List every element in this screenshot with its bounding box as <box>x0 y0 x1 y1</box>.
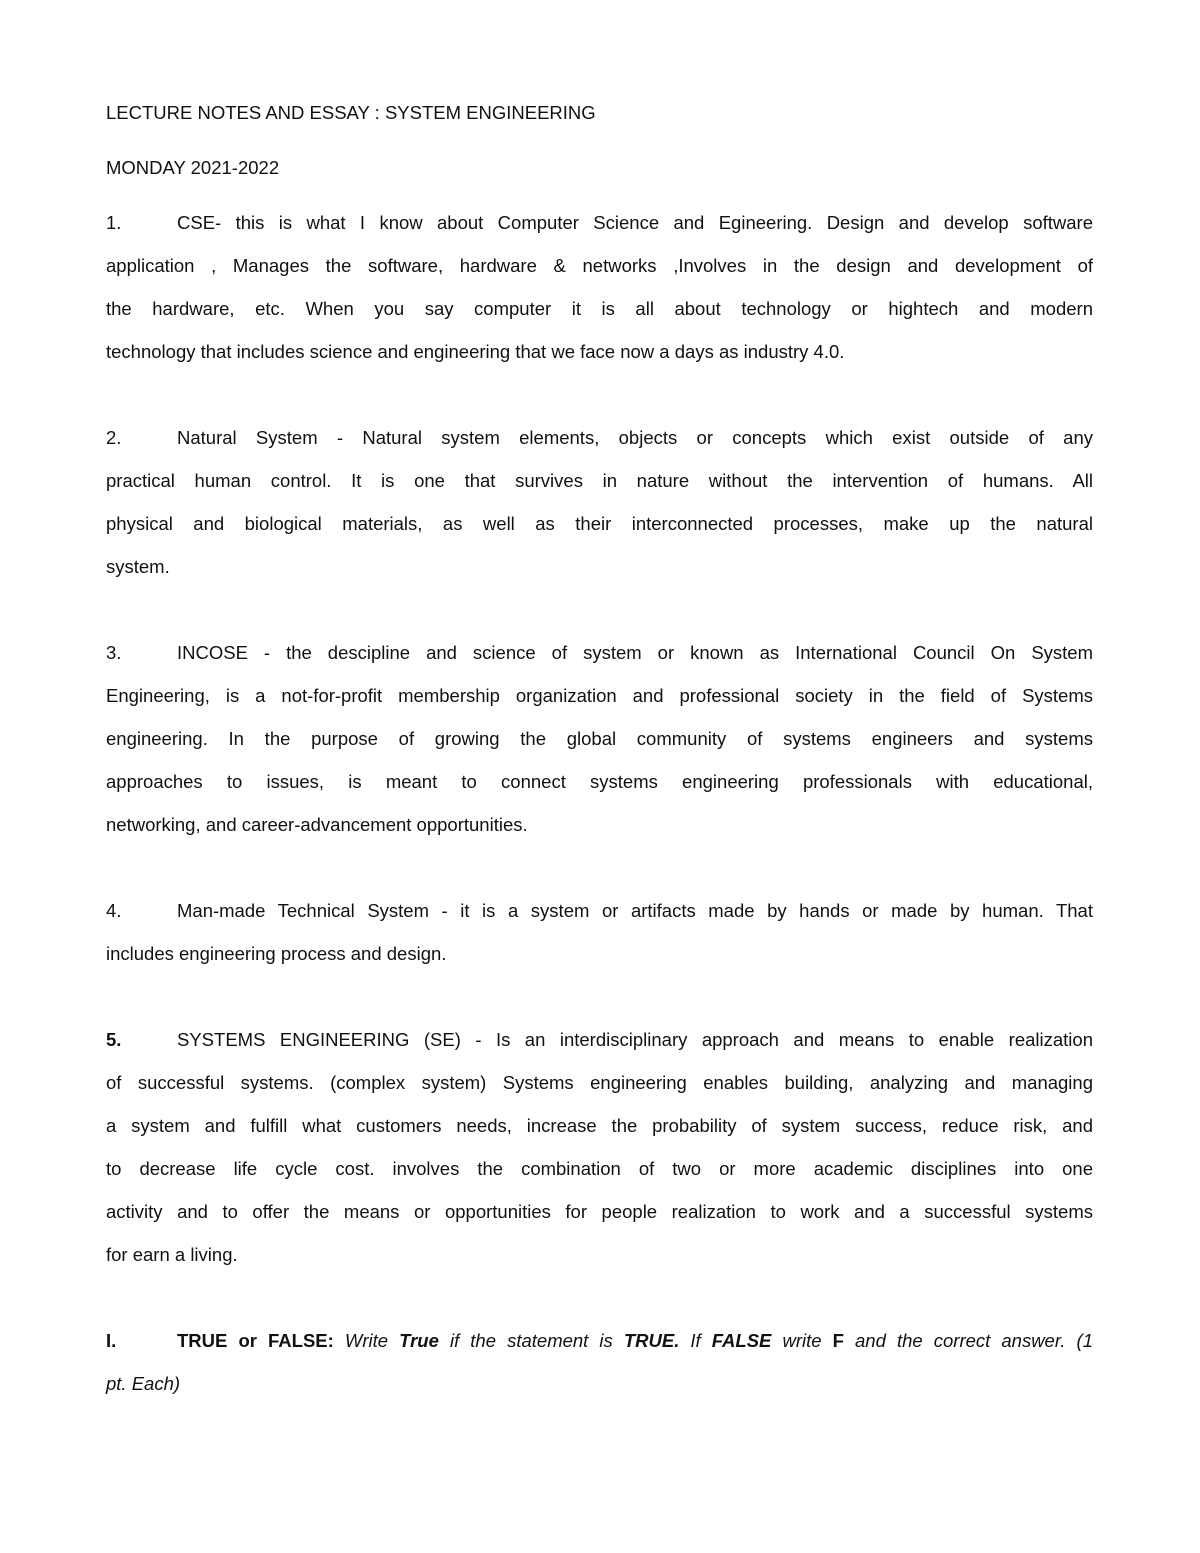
line-text: SYSTEMS ENGINEERING (SE) - Is an interdisciplinary approach and means to enable realization <box>177 1029 1093 1050</box>
note-line <box>106 896 1093 939</box>
section-label: TRUE or FALSE: <box>177 1330 334 1351</box>
instr-text: TRUE. <box>623 1330 680 1351</box>
note-line <box>106 767 1093 810</box>
line-text: physical and biological materials, as well as their interconnected processes, make up the natural <box>106 513 1093 534</box>
section-instruction-cont <box>106 1369 1093 1412</box>
line-text: for earn a living. <box>106 1244 238 1265</box>
note-item <box>106 208 1093 380</box>
item-number: 5. <box>106 1029 122 1050</box>
note-line <box>106 294 1093 337</box>
note-line <box>106 423 1093 466</box>
note-line <box>106 1154 1093 1197</box>
note-line <box>106 1068 1093 1111</box>
line-text: INCOSE - the descipline and science of system or known as International Council On System <box>177 642 1093 663</box>
note-line <box>106 1025 1093 1068</box>
line-text: includes engineering process and design. <box>106 943 447 964</box>
line-text: the hardware, etc. When you say computer it is all about technology or hightech and modern <box>106 298 1093 319</box>
note-item <box>106 638 1093 853</box>
line-text: practical human control. It is one that survives in nature without the intervention of humans. All <box>106 470 1093 491</box>
instr-text: pt. Each) <box>106 1373 181 1394</box>
document-title: LECTURE NOTES AND ESSAY : SYSTEM ENGINEERING <box>106 102 596 123</box>
instr-text: True <box>399 1330 439 1351</box>
note-line <box>106 1197 1093 1240</box>
line-text: Natural System - Natural system elements, objects or concepts which exist outside of any <box>177 427 1093 448</box>
note-line <box>106 638 1093 681</box>
item-number: 2. <box>106 427 122 448</box>
note-line <box>106 552 1093 595</box>
line-text: activity and to offer the means or opportunities for people realization to work and a successful systems <box>106 1201 1093 1222</box>
note-line <box>106 466 1093 509</box>
line-text: Engineering, is a not-for-profit membership organization and professional society in the field of Systems <box>106 685 1093 706</box>
section-number: I. <box>106 1330 117 1351</box>
note-line <box>106 251 1093 294</box>
note-line <box>106 509 1093 552</box>
line-text: of successful systems. (complex system) Systems engineering enables building, analyzing and managing <box>106 1072 1093 1093</box>
line-text: engineering. In the purpose of growing the global community of systems engineers and systems <box>106 728 1093 749</box>
section-instruction <box>106 1326 1093 1369</box>
instr-text: write <box>771 1330 833 1351</box>
notes-list <box>106 208 1093 1283</box>
note-line <box>106 810 1093 853</box>
instr-text: FALSE <box>711 1330 772 1351</box>
document-page <box>106 98 1093 1412</box>
instr-text: If <box>679 1330 712 1351</box>
line-text: CSE- this is what I know about Computer Science and Egineering. Design and develop software <box>177 212 1093 233</box>
item-number: 1. <box>106 212 122 233</box>
instr-text: Write <box>344 1330 400 1351</box>
line-text: technology that includes science and engineering that we face now a days as industry 4.0. <box>106 341 845 362</box>
item-number: 4. <box>106 900 122 921</box>
note-line <box>106 208 1093 251</box>
line-text: a system and fulfill what customers needs, increase the probability of system success, reduce risk, and <box>106 1115 1093 1136</box>
line-text: to decrease life cycle cost. involves the combination of two or more academic disciplines into one <box>106 1158 1093 1179</box>
note-line <box>106 337 1093 380</box>
note-line <box>106 724 1093 767</box>
line-text: networking, and career-advancement opportunities. <box>106 814 528 835</box>
line-text: approaches to issues, is meant to connect systems engineering professionals with educational, <box>106 771 1093 792</box>
line-text: Man-made Technical System - it is a system or artifacts made by hands or made by human. That <box>177 900 1093 921</box>
instr-text: F <box>832 1330 844 1351</box>
note-item <box>106 1025 1093 1283</box>
instr-text: if the statement is <box>438 1330 624 1351</box>
line-text: application , Manages the software, hardware & networks ,Involves in the design and development of <box>106 255 1093 276</box>
note-line <box>106 1111 1093 1154</box>
note-item <box>106 423 1093 595</box>
instr-text: and the correct answer. (1 <box>843 1330 1093 1351</box>
note-line <box>106 1240 1093 1283</box>
note-item <box>106 896 1093 982</box>
line-text: system. <box>106 556 170 577</box>
note-line <box>106 939 1093 982</box>
document-subtitle: MONDAY 2021-2022 <box>106 157 280 178</box>
note-line <box>106 681 1093 724</box>
true-false-section <box>106 1326 1093 1412</box>
item-number: 3. <box>106 642 122 663</box>
